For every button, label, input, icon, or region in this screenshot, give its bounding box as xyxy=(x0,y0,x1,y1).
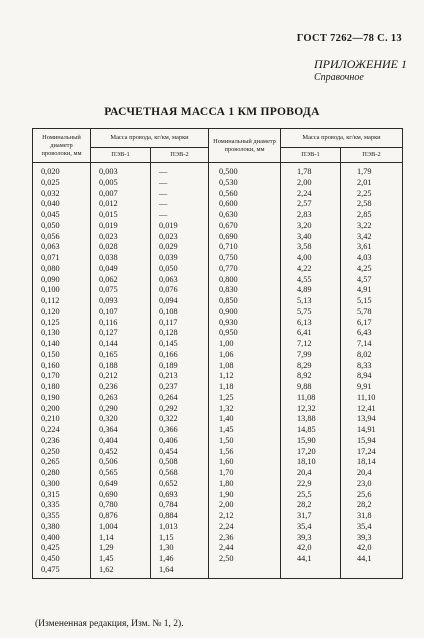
cell-mass-pev1: 31,7 xyxy=(281,511,341,522)
cell-diameter: 0,020 xyxy=(33,163,91,178)
appendix-note: Справочное xyxy=(314,72,364,83)
cell-diameter: 0,120 xyxy=(33,307,91,318)
cell-diameter: 1,12 xyxy=(209,371,281,382)
cell-diameter: 0,600 xyxy=(209,199,281,210)
header-pev2-right: ПЭВ-2 xyxy=(341,148,403,163)
cell-mass-pev2: 20,4 xyxy=(341,468,403,479)
cell-diameter: 2,36 xyxy=(209,533,281,544)
cell-mass-pev2: 1,79 xyxy=(341,163,403,178)
cell-diameter: 0,800 xyxy=(209,275,281,286)
cell-mass-pev1: 4,22 xyxy=(281,264,341,275)
cell-mass-pev2: 1,30 xyxy=(151,543,209,554)
cell-diameter: 1,70 xyxy=(209,468,281,479)
cell-mass-pev1: 0,404 xyxy=(91,436,151,447)
cell-mass-pev2: 1,15 xyxy=(151,533,209,544)
cell-diameter: 0,180 xyxy=(33,382,91,393)
cell-mass-pev2: 2,58 xyxy=(341,199,403,210)
table-row xyxy=(33,361,403,372)
cell-mass-pev2: 11,10 xyxy=(341,393,403,404)
cell-diameter: 0,850 xyxy=(209,296,281,307)
cell-mass-pev1: 28,2 xyxy=(281,500,341,511)
table-row xyxy=(33,393,403,404)
cell-mass-pev1: 0,364 xyxy=(91,425,151,436)
cell-mass-pev1: 6,41 xyxy=(281,328,341,339)
cell-diameter: 0,032 xyxy=(33,189,91,200)
table-row xyxy=(33,447,403,458)
cell-mass-pev1: 0,144 xyxy=(91,339,151,350)
table-row xyxy=(33,414,403,425)
table-row xyxy=(33,275,403,286)
cell-mass-pev1: 9,88 xyxy=(281,382,341,393)
header-mass-left: Масса провода, кг/км, марки xyxy=(91,129,209,148)
cell-diameter: 0,450 xyxy=(33,554,91,565)
table-body xyxy=(33,163,403,579)
cell-mass-pev2: 14,91 xyxy=(341,425,403,436)
cell-mass-pev1: 18,10 xyxy=(281,457,341,468)
cell-mass-pev2: 0,128 xyxy=(151,328,209,339)
cell-diameter: 1,90 xyxy=(209,490,281,501)
cell-mass-pev2: 6,43 xyxy=(341,328,403,339)
cell-mass-pev2: 0,050 xyxy=(151,264,209,275)
table-row xyxy=(33,511,403,522)
cell-mass-pev1: 22,9 xyxy=(281,479,341,490)
footnote: (Измененная редакция, Изм. № 1, 2). xyxy=(35,619,184,629)
cell-diameter: 1,80 xyxy=(209,479,281,490)
cell-mass-pev1: 0,165 xyxy=(91,350,151,361)
table-row xyxy=(33,554,403,565)
cell-mass-pev1: 0,212 xyxy=(91,371,151,382)
cell-diameter: 0,280 xyxy=(33,468,91,479)
table-row xyxy=(33,500,403,511)
cell-mass-pev1: 0,320 xyxy=(91,414,151,425)
cell-diameter: 1,25 xyxy=(209,393,281,404)
cell-diameter: 0,530 xyxy=(209,178,281,189)
cell-mass-pev2: 0,322 xyxy=(151,414,209,425)
cell-mass-pev2: 4,25 xyxy=(341,264,403,275)
cell-mass-pev1: 0,019 xyxy=(91,221,151,232)
table-row xyxy=(33,468,403,479)
cell-diameter: 0,670 xyxy=(209,221,281,232)
cell-diameter: 0,950 xyxy=(209,328,281,339)
cell-mass-pev2: — xyxy=(151,189,209,200)
table-row xyxy=(33,242,403,253)
cell-mass-pev2: 0,023 xyxy=(151,232,209,243)
table-row xyxy=(33,479,403,490)
cell-diameter: 0,050 xyxy=(33,221,91,232)
cell-mass-pev1: 0,236 xyxy=(91,382,151,393)
header-pev2-left: ПЭВ-2 xyxy=(151,148,209,163)
table-row xyxy=(33,285,403,296)
cell-mass-pev2: 1,013 xyxy=(151,522,209,533)
cell-diameter: 1,00 xyxy=(209,339,281,350)
cell-mass-pev2: 25,6 xyxy=(341,490,403,501)
cell-mass-pev1: 0,015 xyxy=(91,210,151,221)
cell-mass-pev2: 0,063 xyxy=(151,275,209,286)
cell-mass-pev1: 5,13 xyxy=(281,296,341,307)
table-row xyxy=(33,328,403,339)
cell-mass-pev1: 44,1 xyxy=(281,554,341,565)
cell-mass-pev1: 3,58 xyxy=(281,242,341,253)
table-row xyxy=(33,199,403,210)
cell-mass-pev2: 3,22 xyxy=(341,221,403,232)
cell-diameter: 0,630 xyxy=(209,210,281,221)
table-row xyxy=(33,404,403,415)
cell-diameter: 1,56 xyxy=(209,447,281,458)
cell-mass-pev2: 8,02 xyxy=(341,350,403,361)
cell-diameter: 2,24 xyxy=(209,522,281,533)
cell-diameter: 0,071 xyxy=(33,253,91,264)
cell-mass-pev1: 0,075 xyxy=(91,285,151,296)
cell-diameter: 0,315 xyxy=(33,490,91,501)
cell-diameter: 0,830 xyxy=(209,285,281,296)
cell-diameter: 0,265 xyxy=(33,457,91,468)
cell-diameter: 0,040 xyxy=(33,199,91,210)
cell-mass-pev1: 0,107 xyxy=(91,307,151,318)
cell-diameter: 0,300 xyxy=(33,479,91,490)
cell-mass-pev1: 25,5 xyxy=(281,490,341,501)
cell-diameter: 1,60 xyxy=(209,457,281,468)
cell-mass-pev1: 2,83 xyxy=(281,210,341,221)
cell-mass-pev2: 1,46 xyxy=(151,554,209,565)
cell-mass-pev1: 1,45 xyxy=(91,554,151,565)
table-row xyxy=(33,318,403,329)
table-row xyxy=(33,565,403,578)
cell-mass-pev2: 7,14 xyxy=(341,339,403,350)
cell-mass-pev1: 8,92 xyxy=(281,371,341,382)
cell-mass-pev1: 39,3 xyxy=(281,533,341,544)
table-row xyxy=(33,189,403,200)
cell-mass-pev1: 0,007 xyxy=(91,189,151,200)
cell-mass-pev2: 0,568 xyxy=(151,468,209,479)
cell-diameter: 0,080 xyxy=(33,264,91,275)
cell-mass-pev1: 0,506 xyxy=(91,457,151,468)
cell-diameter: 0,500 xyxy=(209,163,281,178)
cell-diameter: 0,250 xyxy=(33,447,91,458)
page-header: ГОСТ 7262—78 С. 13 xyxy=(296,33,402,44)
cell-diameter: 1,32 xyxy=(209,404,281,415)
cell-mass-pev1: 4,89 xyxy=(281,285,341,296)
cell-diameter: 0,224 xyxy=(33,425,91,436)
cell-mass-pev2: 2,85 xyxy=(341,210,403,221)
cell-mass-pev2: — xyxy=(151,163,209,178)
table-row xyxy=(33,178,403,189)
cell-mass-pev1: 3,20 xyxy=(281,221,341,232)
cell-mass-pev1: 0,263 xyxy=(91,393,151,404)
cell-mass-pev1: 0,049 xyxy=(91,264,151,275)
cell-diameter: 0,335 xyxy=(33,500,91,511)
cell-mass-pev2: 1,64 xyxy=(151,565,209,578)
cell-mass-pev2: 0,019 xyxy=(151,221,209,232)
cell-mass-pev1: 13,88 xyxy=(281,414,341,425)
cell-mass-pev1: 8,29 xyxy=(281,361,341,372)
cell-mass-pev1: 0,290 xyxy=(91,404,151,415)
cell-diameter: 0,355 xyxy=(33,511,91,522)
cell-mass-pev1: 0,565 xyxy=(91,468,151,479)
cell-diameter: 0,056 xyxy=(33,232,91,243)
cell-mass-pev1: 5,75 xyxy=(281,307,341,318)
cell-mass-pev2: 0,508 xyxy=(151,457,209,468)
cell-mass-pev1: 6,13 xyxy=(281,318,341,329)
cell-mass-pev1: 1,62 xyxy=(91,565,151,578)
cell-mass-pev1: 1,004 xyxy=(91,522,151,533)
cell-diameter: 1,40 xyxy=(209,414,281,425)
cell-mass-pev2: 12,41 xyxy=(341,404,403,415)
cell-diameter: 0,475 xyxy=(33,565,91,578)
table-row xyxy=(33,232,403,243)
cell-diameter: 0,380 xyxy=(33,522,91,533)
header-diameter-right: Номинальный диаметр проволоки, мм xyxy=(209,129,281,163)
table-row xyxy=(33,253,403,264)
cell-mass-pev2: 0,094 xyxy=(151,296,209,307)
cell-mass-pev1: 0,023 xyxy=(91,232,151,243)
cell-mass-pev2: 0,029 xyxy=(151,242,209,253)
cell-mass-pev1: 7,12 xyxy=(281,339,341,350)
cell-diameter: 0,190 xyxy=(33,393,91,404)
cell-mass-pev2: 4,57 xyxy=(341,275,403,286)
table-row xyxy=(33,221,403,232)
cell-mass-pev1: 4,55 xyxy=(281,275,341,286)
cell-mass-pev2: 0,145 xyxy=(151,339,209,350)
cell-mass-pev2: 0,784 xyxy=(151,500,209,511)
cell-mass-pev2: 0,189 xyxy=(151,361,209,372)
cell-mass-pev1: 12,32 xyxy=(281,404,341,415)
cell-diameter: 2,50 xyxy=(209,554,281,565)
cell-mass-pev2: 0,264 xyxy=(151,393,209,404)
cell-mass-pev1: 0,452 xyxy=(91,447,151,458)
cell-mass-pev2: 0,108 xyxy=(151,307,209,318)
cell-mass-pev1: 35,4 xyxy=(281,522,341,533)
cell-mass-pev1: 0,690 xyxy=(91,490,151,501)
cell-diameter: 0,150 xyxy=(33,350,91,361)
cell-mass-pev2: 0,406 xyxy=(151,436,209,447)
cell-mass-pev1: 15,90 xyxy=(281,436,341,447)
table-row xyxy=(33,210,403,221)
cell-mass-pev1: 2,00 xyxy=(281,178,341,189)
cell-mass-pev2: 0,292 xyxy=(151,404,209,415)
cell-mass-pev1: 42,0 xyxy=(281,543,341,554)
cell-diameter: 0,045 xyxy=(33,210,91,221)
cell-mass-pev1: 0,038 xyxy=(91,253,151,264)
cell-mass-pev2: 8,94 xyxy=(341,371,403,382)
cell-mass-pev2: 17,24 xyxy=(341,447,403,458)
table-title: РАСЧЕТНАЯ МАССА 1 КМ ПРОВОДА xyxy=(104,106,320,118)
table-row xyxy=(33,307,403,318)
cell-mass-pev1: 14,85 xyxy=(281,425,341,436)
cell-mass-pev2: 13,94 xyxy=(341,414,403,425)
cell-mass-pev2: 9,91 xyxy=(341,382,403,393)
cell-diameter: 2,44 xyxy=(209,543,281,554)
cell-mass-pev2: 5,15 xyxy=(341,296,403,307)
cell-mass-pev2: 15,94 xyxy=(341,436,403,447)
cell-mass-pev2: 0,213 xyxy=(151,371,209,382)
cell-mass-pev1: 0,003 xyxy=(91,163,151,178)
table-row xyxy=(33,543,403,554)
table-row xyxy=(33,436,403,447)
header-mass-right: Масса провода, кг/км, марки xyxy=(281,129,403,148)
cell-mass-pev1: 0,012 xyxy=(91,199,151,210)
cell-mass-pev2: 2,25 xyxy=(341,189,403,200)
cell-diameter: 0,690 xyxy=(209,232,281,243)
cell-mass-pev2: 23,0 xyxy=(341,479,403,490)
cell-mass-pev2: 0,884 xyxy=(151,511,209,522)
cell-mass-pev2: — xyxy=(151,199,209,210)
cell-mass-pev2: 0,076 xyxy=(151,285,209,296)
cell-diameter: 0,025 xyxy=(33,178,91,189)
cell-mass-pev2: 0,237 xyxy=(151,382,209,393)
cell-diameter: 0,560 xyxy=(209,189,281,200)
cell-diameter: 0,200 xyxy=(33,404,91,415)
cell-diameter: 0,425 xyxy=(33,543,91,554)
cell-mass-pev1: 11,08 xyxy=(281,393,341,404)
cell-diameter: 0,090 xyxy=(33,275,91,286)
cell-mass-pev2: 28,2 xyxy=(341,500,403,511)
table-row xyxy=(33,457,403,468)
table-row xyxy=(33,533,403,544)
cell-mass-pev1: 0,127 xyxy=(91,328,151,339)
table-row xyxy=(33,350,403,361)
cell-mass-pev1: 0,188 xyxy=(91,361,151,372)
cell-diameter: 0,750 xyxy=(209,253,281,264)
cell-mass-pev2: 39,3 xyxy=(341,533,403,544)
cell-mass-pev1: 3,40 xyxy=(281,232,341,243)
table-row xyxy=(33,490,403,501)
cell-diameter: 0,125 xyxy=(33,318,91,329)
table-row xyxy=(33,522,403,533)
cell-mass-pev2: 0,366 xyxy=(151,425,209,436)
cell-mass-pev1: 0,028 xyxy=(91,242,151,253)
cell-mass-pev1: 0,062 xyxy=(91,275,151,286)
cell-mass-pev2: — xyxy=(151,210,209,221)
cell-mass-pev1: 4,00 xyxy=(281,253,341,264)
cell-mass-pev2: 0,117 xyxy=(151,318,209,329)
cell-mass-pev2: 5,78 xyxy=(341,307,403,318)
cell-diameter: 0,210 xyxy=(33,414,91,425)
table-row xyxy=(33,163,403,178)
cell-mass-pev1: 1,78 xyxy=(281,163,341,178)
cell-diameter: 0,140 xyxy=(33,339,91,350)
cell-diameter: 0,900 xyxy=(209,307,281,318)
cell-mass-pev2: 0,166 xyxy=(151,350,209,361)
cell-diameter: 1,45 xyxy=(209,425,281,436)
cell-mass-pev1: 0,649 xyxy=(91,479,151,490)
cell-mass-pev2: 44,1 xyxy=(341,554,403,565)
cell-mass-pev2: 3,42 xyxy=(341,232,403,243)
cell-diameter: 1,50 xyxy=(209,436,281,447)
cell-mass-pev1: 2,57 xyxy=(281,199,341,210)
header-diameter-left: Номинальный диаметр проволоки, мм xyxy=(33,129,91,163)
cell-mass-pev2: 4,91 xyxy=(341,285,403,296)
cell-mass-pev1: 17,20 xyxy=(281,447,341,458)
cell-diameter xyxy=(209,565,281,578)
cell-mass-pev2: 0,693 xyxy=(151,490,209,501)
cell-diameter: 1,06 xyxy=(209,350,281,361)
cell-mass-pev2: 8,33 xyxy=(341,361,403,372)
table-row xyxy=(33,425,403,436)
cell-mass-pev1 xyxy=(281,565,341,578)
table-row xyxy=(33,339,403,350)
cell-mass-pev2: 42,0 xyxy=(341,543,403,554)
cell-diameter: 0,236 xyxy=(33,436,91,447)
table-row xyxy=(33,382,403,393)
cell-diameter: 0,400 xyxy=(33,533,91,544)
cell-diameter: 0,930 xyxy=(209,318,281,329)
table-row xyxy=(33,371,403,382)
cell-diameter: 0,112 xyxy=(33,296,91,307)
cell-mass-pev2: 31,8 xyxy=(341,511,403,522)
cell-mass-pev1: 0,005 xyxy=(91,178,151,189)
cell-mass-pev2: 35,4 xyxy=(341,522,403,533)
cell-diameter: 0,770 xyxy=(209,264,281,275)
cell-mass-pev2: 4,03 xyxy=(341,253,403,264)
cell-mass-pev2: 18,14 xyxy=(341,457,403,468)
cell-mass-pev1: 2,24 xyxy=(281,189,341,200)
table-row xyxy=(33,264,403,275)
cell-mass-pev1: 0,780 xyxy=(91,500,151,511)
cell-mass-pev1: 20,4 xyxy=(281,468,341,479)
cell-diameter: 0,063 xyxy=(33,242,91,253)
cell-mass-pev2 xyxy=(341,565,403,578)
cell-mass-pev1: 1,14 xyxy=(91,533,151,544)
cell-mass-pev1: 0,876 xyxy=(91,511,151,522)
cell-diameter: 0,170 xyxy=(33,371,91,382)
cell-mass-pev2: 0,454 xyxy=(151,447,209,458)
cell-mass-pev2: 0,652 xyxy=(151,479,209,490)
cell-diameter: 0,130 xyxy=(33,328,91,339)
cell-mass-pev2: 0,039 xyxy=(151,253,209,264)
cell-mass-pev1: 7,99 xyxy=(281,350,341,361)
cell-mass-pev2: 2,01 xyxy=(341,178,403,189)
header-pev1-right: ПЭВ-1 xyxy=(281,148,341,163)
cell-mass-pev1: 0,116 xyxy=(91,318,151,329)
table-row xyxy=(33,296,403,307)
cell-diameter: 2,00 xyxy=(209,500,281,511)
cell-mass-pev1: 0,093 xyxy=(91,296,151,307)
cell-diameter: 0,100 xyxy=(33,285,91,296)
cell-mass-pev2: 3,61 xyxy=(341,242,403,253)
wire-mass-table xyxy=(32,128,403,579)
cell-mass-pev2: 6,17 xyxy=(341,318,403,329)
cell-diameter: 1,18 xyxy=(209,382,281,393)
header-pev1-left: ПЭВ-1 xyxy=(91,148,151,163)
cell-mass-pev2: — xyxy=(151,178,209,189)
appendix-label: ПРИЛОЖЕНИЕ 1 xyxy=(314,57,407,71)
cell-diameter: 0,160 xyxy=(33,361,91,372)
cell-mass-pev1: 1,29 xyxy=(91,543,151,554)
cell-diameter: 0,710 xyxy=(209,242,281,253)
cell-diameter: 2,12 xyxy=(209,511,281,522)
cell-diameter: 1,08 xyxy=(209,361,281,372)
